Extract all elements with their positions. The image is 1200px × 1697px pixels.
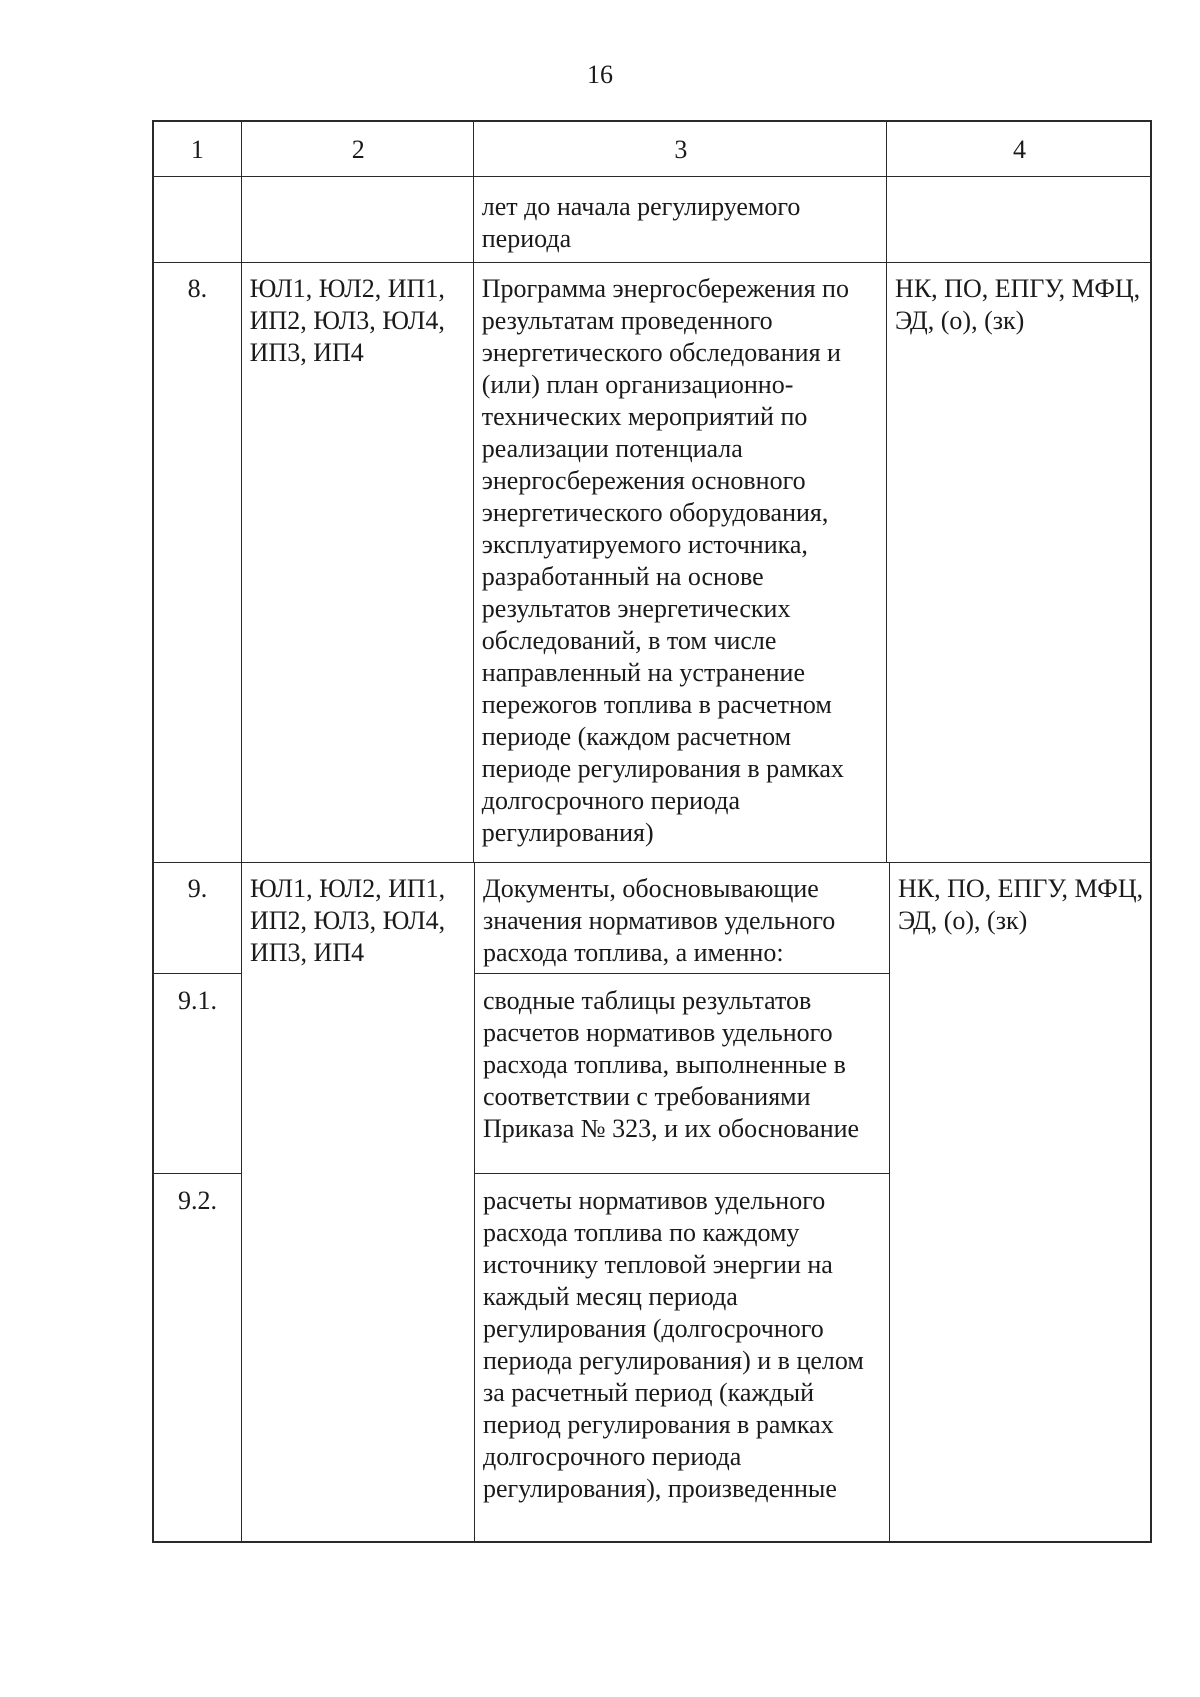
divider [475, 1173, 890, 1174]
row-number-9-1: 9.1. [178, 986, 217, 1015]
methods-cell [886, 177, 1150, 262]
divider [475, 973, 890, 974]
row-number-9: 9. [187, 874, 208, 903]
methods-cell: НК, ПО, ЕПГУ, МФЦ, ЭД, (о), (зк) [886, 263, 1150, 862]
applicants-cell: ЮЛ1, ЮЛ2, ИП1, ИП2, ЮЛ3, ЮЛ4, ИП3, ИП4 [241, 863, 474, 1541]
table-header-row [154, 122, 1150, 176]
description-cell: лет до начала регулируемого периода [473, 177, 886, 262]
applicants-cell: ЮЛ1, ЮЛ2, ИП1, ИП2, ЮЛ3, ЮЛ4, ИП3, ИП4 [241, 263, 473, 862]
description-row-9-1: сводные таблицы результатов расчетов нормативов удельного расхода топлива, выполненные в соответствии с требованиями Приказа № 323, и их обоснование [483, 986, 860, 1143]
row-number-column [154, 863, 241, 1541]
page-number: 16 [587, 60, 613, 89]
table-row-9-group [154, 862, 1150, 1541]
divider [154, 973, 241, 974]
divider [154, 1173, 241, 1174]
methods-cell: НК, ПО, ЕПГУ, МФЦ, ЭД, (о), (зк) [889, 863, 1154, 1541]
description-row-9-2: расчеты нормативов удельного расхода топлива по каждому источнику тепловой энергии на каждый месяц периода регулирования (долгосрочного периода регулирования) и в целом за расчетный период (каждый период регулирования в рамках долгосрочного периода регулирования), произведенные [483, 1186, 864, 1503]
header-col-2: 2 [241, 122, 473, 176]
table-row-8 [154, 262, 1150, 862]
table-row-continuation [154, 176, 1150, 262]
row-number-cell: 8. [187, 274, 208, 303]
header-col-1: 1 [190, 135, 204, 164]
description-column [474, 863, 889, 1541]
header-col-3: 3 [473, 122, 886, 176]
description-row-9: Документы, обосновывающие значения нормативов удельного расхода топлива, а именно: [483, 874, 836, 967]
header-col-4: 4 [886, 122, 1150, 176]
row-number-cell [154, 177, 241, 262]
document-table [152, 120, 1152, 1543]
applicants-cell [241, 177, 473, 262]
row-number-9-2: 9.2. [178, 1186, 217, 1215]
description-cell: Программа энергосбережения по результатам проведенного энергетического обследования и (или) план организационно-технических мероприятий по реализации потенциала энергосбережения основного энергетического оборудования, эксплуатируемого источника, разработанный на основе результатов энергетических обследований, в том числе направленный на устранение пережогов топлива в расчетном периоде (каждом расчетном периоде регулирования в рамках долгосрочного периода регулирования) [473, 263, 886, 862]
